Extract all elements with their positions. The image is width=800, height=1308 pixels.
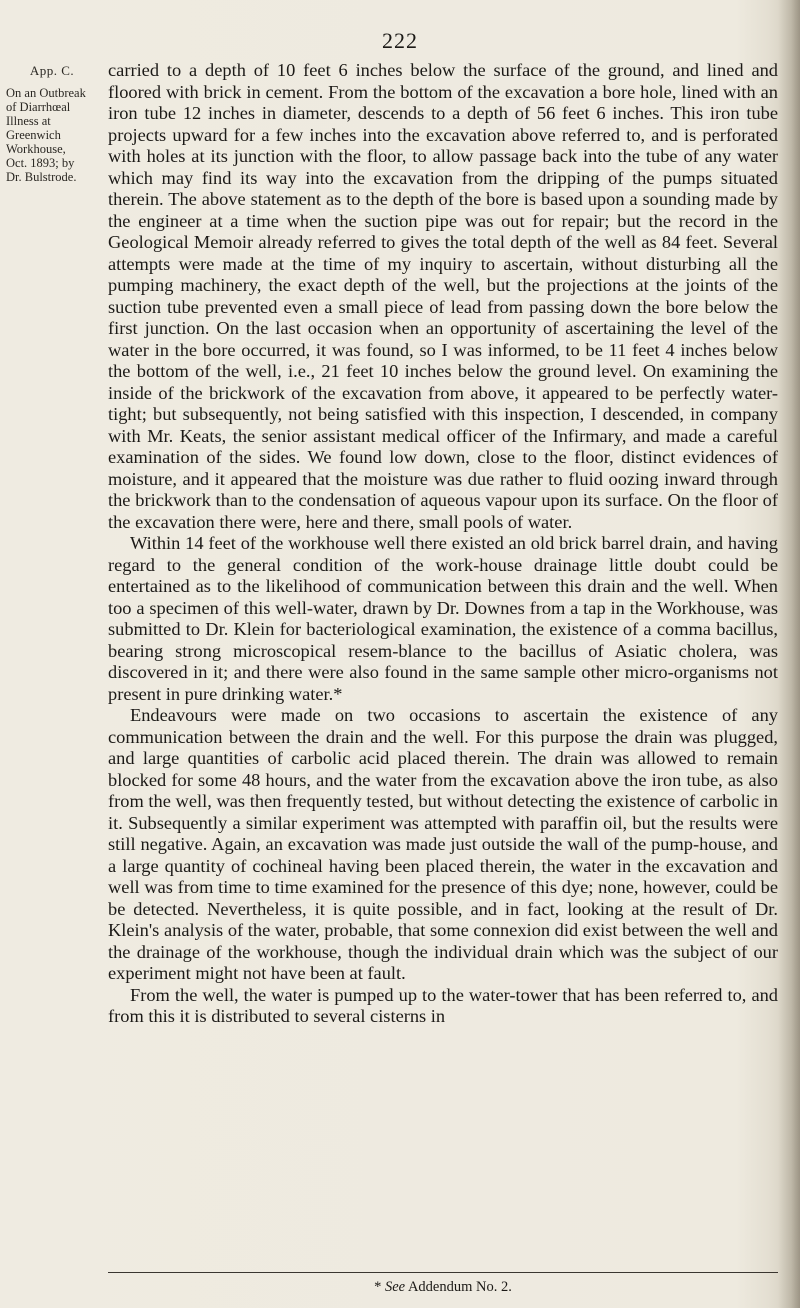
footnote [108,1279,778,1296]
margin-note [6,64,98,184]
margin-note-line: Dr. Bulstrode. [6,170,77,184]
page-edge-shadow [778,0,800,1308]
page-number: 222 [382,28,418,53]
footnote-rule [108,1272,778,1273]
margin-note-line: Illness at [6,114,51,128]
margin-note-line: Greenwich [6,128,61,142]
footnote-see: See [385,1279,406,1295]
margin-note-line: of Diarrhœal [6,100,71,114]
paragraph: Endeavours were made on two occasions to ascertain the existence of any communication between the drain and the well. For this purpose the drain was plugged, and large quantities of carbolic acid placed therein. The drain was allowed to remain blocked for some 48 hours, and the water from the excavation above the iron tube, as also from the well, was then frequently tested, but without detecting the existence of carbolic in it. Subsequently a similar experiment was attempted with paraffin oil, but the results were still negative. Again, an excavation was made just outside the wall of the pump-house, and a large quantity of cochineal having been placed therein, the water in the excavation and well was from time to time examined for the presence of this dye; none, however, could be be detected. Nevertheless, it is quite possible, and in fact, looking at the result of Dr. Klein's analysis of the water, probable, that some connexion did exist between the well and the drainage of the workhouse, though the individual drain which was the subject of our experiment might not have been at fault. [108,705,778,983]
margin-note-line: Workhouse, [6,142,66,156]
paragraph: From the well, the water is pumped up to the water-tower that has been referred to, and from this it is distributed to several cisterns in [108,984,778,1026]
paragraph: Within 14 feet of the workhouse well there existed an old brick barrel drain, and having regard to the general condition of the work-house drainage little doubt could be entertained as to the likelihood of communication between this drain and the well. When too a specimen of this well-water, drawn by Dr. Downes from a tap in the Workhouse, was submitted to Dr. Klein for bacteriological examination, the existence of a comma bacillus, bearing strong microscopical resem-blance to the bacillus of Asiatic cholera, was discovered in it; and there were also found in the same sample other micro-organisms not present in pure drinking water.* [108,533,778,704]
body-text [108,60,778,1028]
appendix-label: App. C. [29,63,75,78]
footnote-marker: * [374,1279,382,1295]
margin-note-line: On an Outbreak [6,86,86,100]
margin-note-line: Oct. 1893; by [6,156,75,170]
footnote-text: Addendum No. 2. [407,1279,512,1295]
paragraph: carried to a depth of 10 feet 6 inches below the surface of the ground, and lined and floored with brick in cement. From the bottom of the excavation a bore hole, lined with an iron tube 12 inches in diameter, descends to a depth of 56 feet 6 inches. This iron tube projects upward for a few inches into the excavation above referred to, and is perforated with holes at its junction with the floor, to allow passage back into the tube of any water which may find its way into the excavation from the dripping of the pumps situated therein. The above statement as to the depth of the bore is based upon a sounding made by the engineer at a time when the suction pipe was out for repair; but the record in the Geological Memoir already referred to gives the total depth of the well as 84 feet. Several attempts were made at the time of my inquiry to ascertain, without disturbing all the pumping machinery, the exact depth of the well, but the projections at the joints of the suction tube prevented even a small piece of lead from passing down the bore below the first junction. On the last occasion when an opportunity of ascertaining the level of the water in the bore occurred, it was found, so I was informed, to be 11 feet 4 inches below the bottom of the well, i.e., 21 feet 10 inches below the ground level. On examining the inside of the brickwork of the excavation from above, it appeared to be perfectly water-tight; but subsequently, not being satisfied with this inspection, I descended, in company with Mr. Keats, the senior assistant medical officer of the Infirmary, and made a careful examination of the sides. We found low down, close to the floor, distinct evidences of moisture, and it appeared that the moisture was due rather to fluid oozing inward through the brickwork than to the condensation of aqueous vapour upon its surface. On the floor of the excavation there were, here and there, small pools of water. [108,60,778,532]
